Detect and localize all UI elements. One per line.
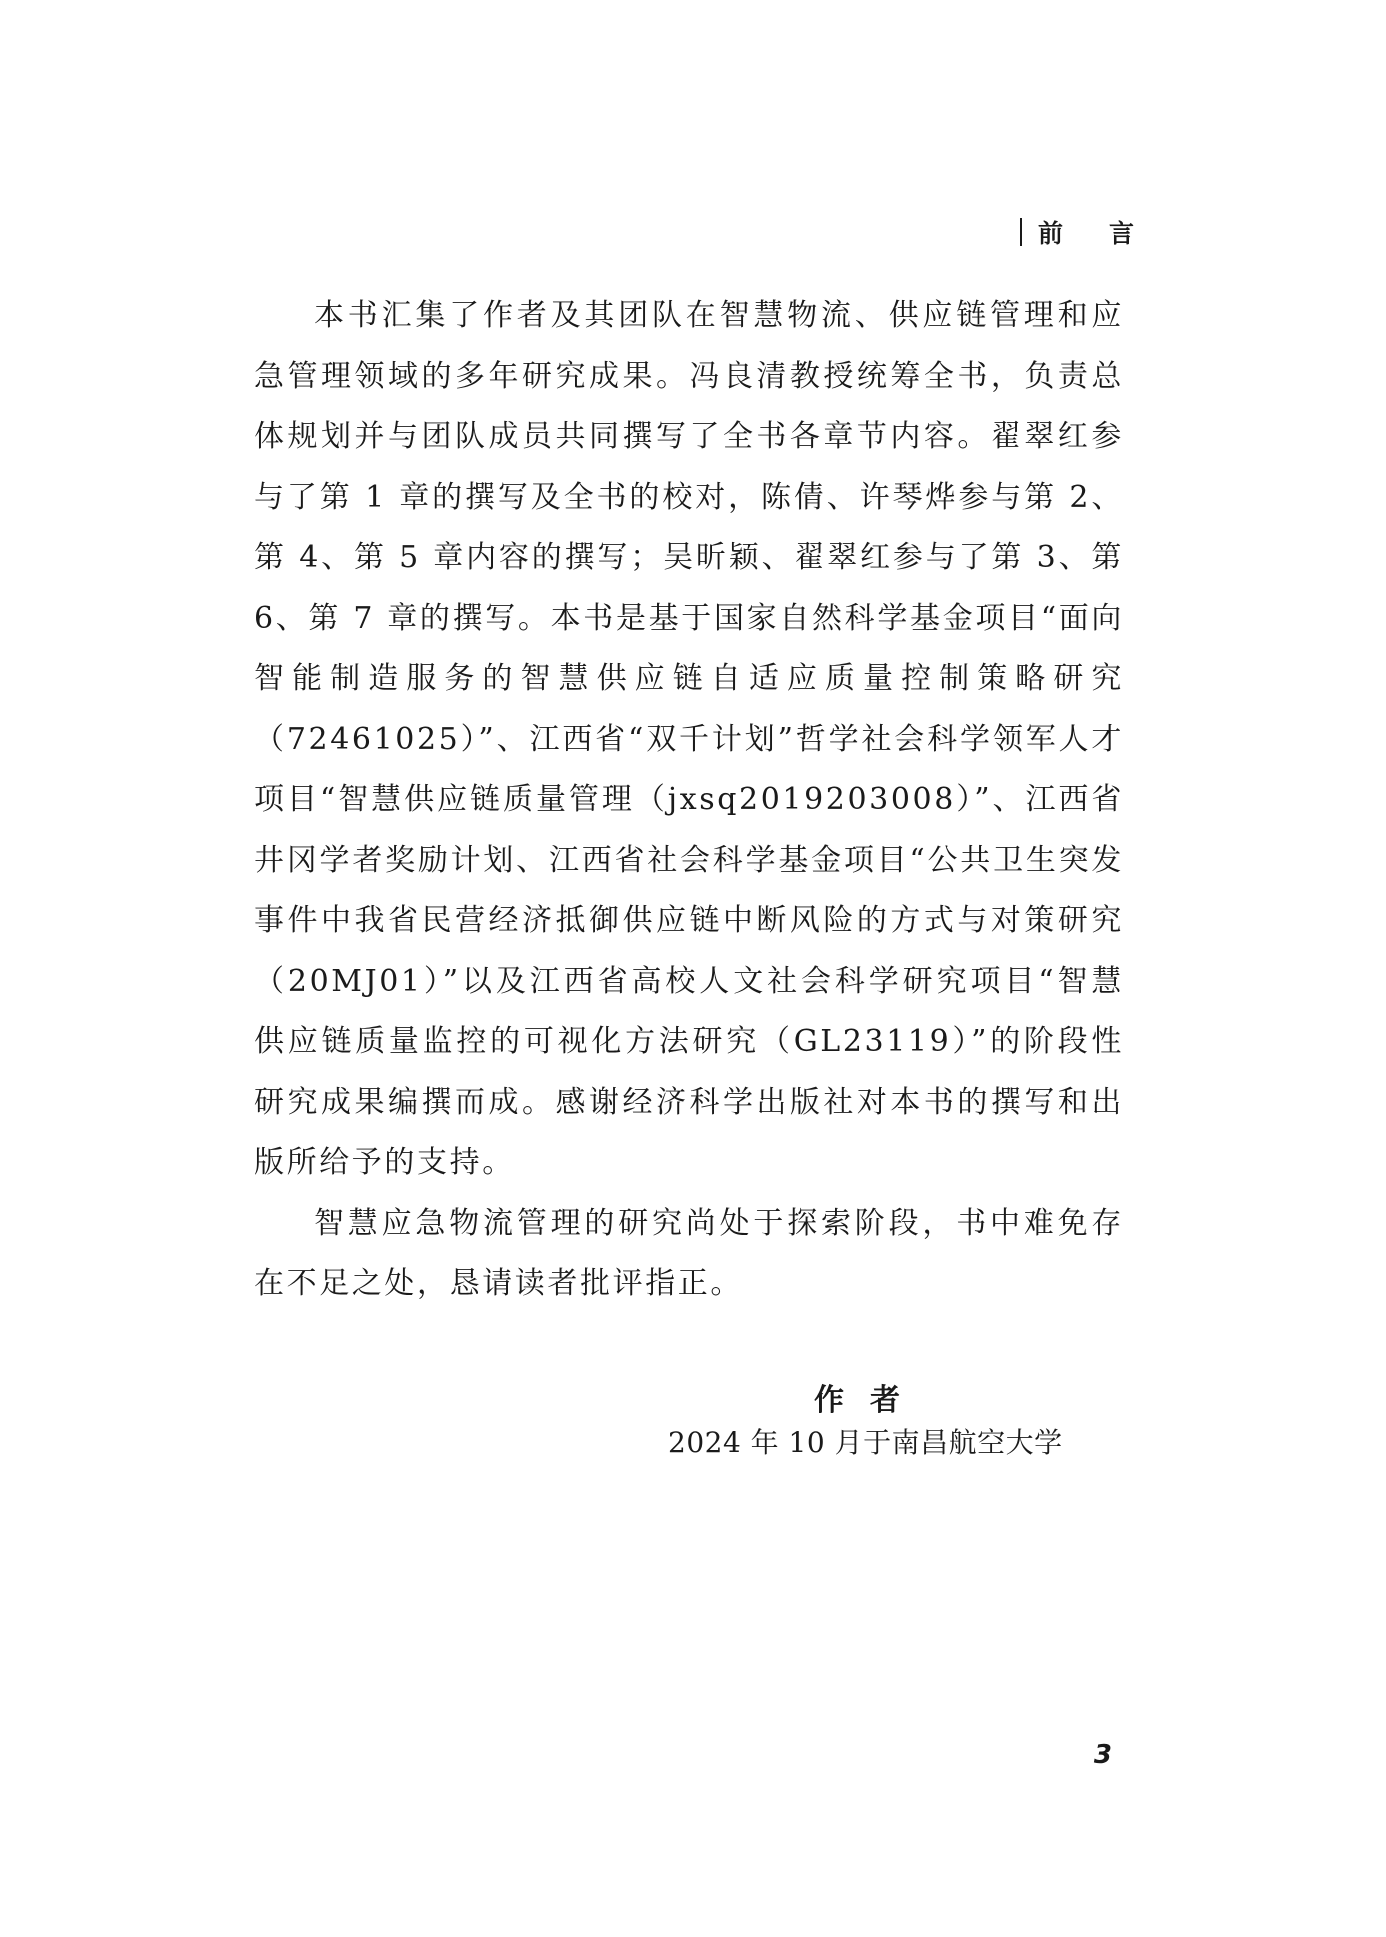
running-head-title: 前言 xyxy=(1037,219,1180,248)
page-number: 3 xyxy=(1093,1740,1112,1770)
signature-date-place: 2024 年 10 月于南昌航空大学 xyxy=(668,1426,1063,1459)
paragraph-2: 智慧应急物流管理的研究尚处于探索阶段，书中难免存在不足之处，恳请读者批评指正。 xyxy=(254,1205,1124,1301)
signature-author: 作者 xyxy=(814,1383,926,1418)
running-head xyxy=(1020,214,1180,250)
running-head-divider xyxy=(1020,218,1022,246)
body-text xyxy=(254,286,1124,1315)
paragraph-1: 本书汇集了作者及其团队在智慧物流、供应链管理和应急管理领域的多年研究成果。冯良清教授统筹全书，负责总体规划并与团队成员共同撰写了全书各章节内容。翟翠红参与了第 1 章的撰写及全书的校对，陈倩、许琴烨参与第 2、第 4、第 5 章内容的撰写；吴昕颖、翟翠红参与了第 3、第 6、第 7 章的撰写。本书是基于国家自然科学基金项目“面向智能制造服务的智慧供应链自适应质量控制策略研究（72461025）”、江西省“双千计划”哲学社会科学领军人才项目“智慧供应链质量管理（jxsq2019203008）”、江西省井冈学者奖励计划、江西省社会科学基金项目“公共卫生突发事件中我省民营经济抵御供应链中断风险的方式与对策研究（20MJ01）”以及江西省高校人文社会科学研究项目“智慧供应链质量监控的可视化方法研究（GL23119）”的阶段性研究成果编撰而成。感谢经济科学出版社对本书的撰写和出版所给予的支持。 xyxy=(254,298,1124,1180)
